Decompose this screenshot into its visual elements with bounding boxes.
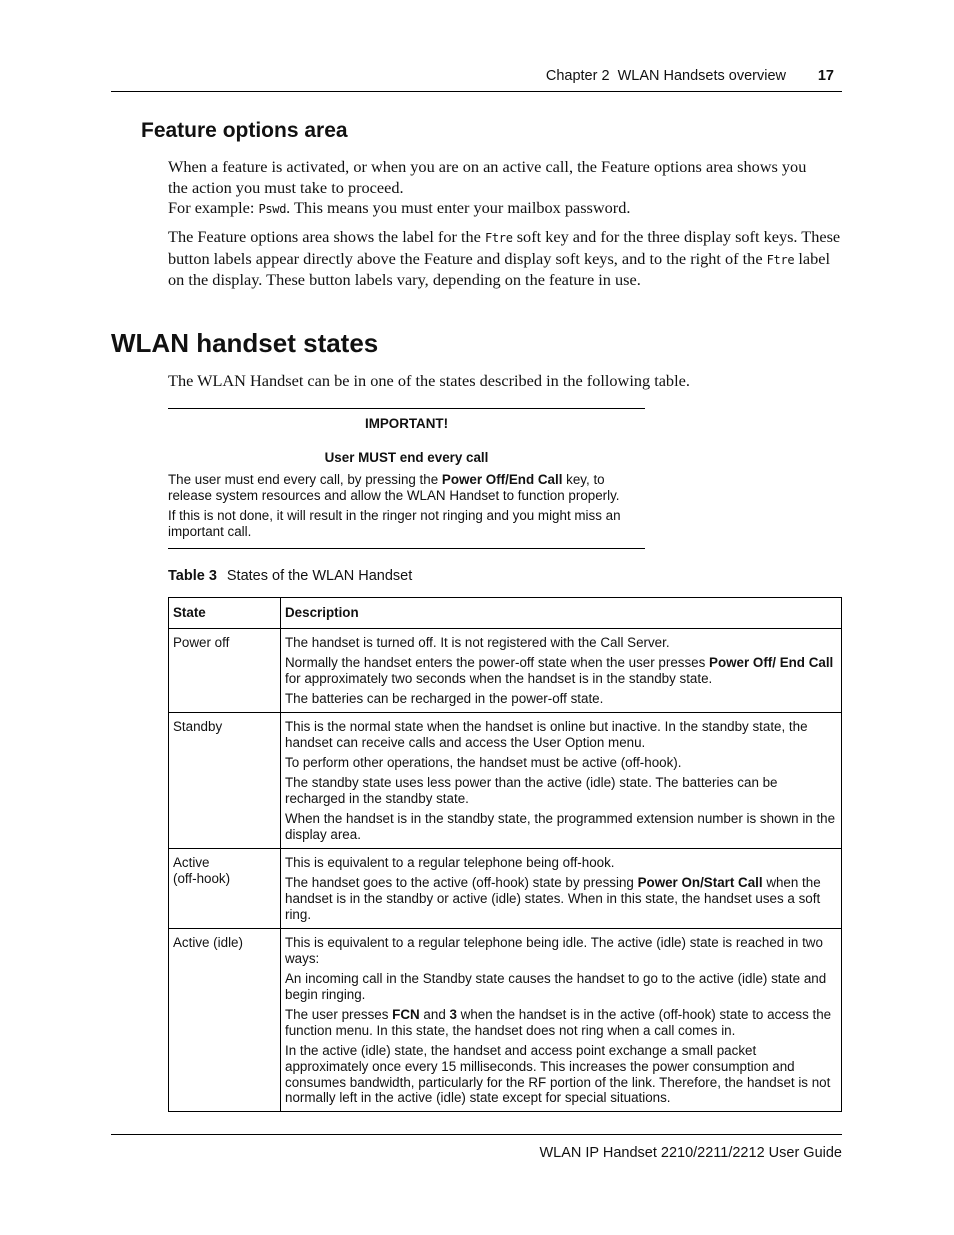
caption-text: States of the WLAN Handset	[226, 568, 413, 584]
description-cell	[281, 928, 842, 1111]
important-notice	[168, 408, 645, 549]
key-name: Power On/Start Call	[637, 875, 763, 891]
column-header-state: State	[169, 598, 281, 629]
state-cell: Power off	[169, 628, 281, 712]
description-paragraph: The batteries can be recharged in the power-off state.	[285, 691, 604, 707]
page-number: 17	[817, 68, 834, 84]
text: when the handset is in the standby or active (idle) states. When in this state, the handset uses a soft ring.	[285, 875, 821, 922]
state-line: (off-hook)	[173, 870, 231, 886]
feature-paragraph-1	[168, 157, 848, 220]
description-paragraph: This is equivalent to a regular telephone being off-hook.	[285, 855, 615, 871]
state-cell: Active (idle)	[169, 928, 281, 1111]
text: key, to release system resources and allow the WLAN Handset to function properly.	[168, 472, 620, 503]
text: The user must end every call, by pressing the	[168, 472, 442, 487]
table-row	[169, 712, 842, 848]
description-paragraph: To perform other operations, the handset must be active (off-hook).	[285, 755, 682, 771]
page-footer	[111, 1134, 842, 1161]
notice-subtitle: User MUST end every call	[324, 450, 489, 465]
text: When a feature is activated, or when you are on an active call, the Feature options area shows you	[168, 157, 807, 176]
key-name: FCN	[392, 1006, 420, 1022]
key-name: 3	[449, 1006, 457, 1022]
state-cell	[169, 849, 281, 929]
description-cell	[281, 712, 842, 848]
table-row	[169, 849, 842, 929]
description-paragraph	[285, 655, 837, 687]
description-paragraph: In the active (idle) state, the handset and access point exchange a small packet approximately once every 15 milliseconds. This increases the power consumption and consumes bandwidth, particularly for the RF portion of the link. Therefore, the handset is not normally left in the active (idle) state except for special situations.	[285, 1043, 831, 1106]
text: The handset goes to the active (off-hook) state by pressing	[285, 875, 638, 891]
text: when the handset is in the active (off-hook) state to access the function menu. In this state, the handset does not ring when a call comes in.	[285, 1006, 832, 1038]
description-paragraph: When the handset is in the standby state, the programmed extension number is shown in the display area.	[285, 811, 836, 843]
feature-paragraph-2	[168, 227, 848, 291]
table-header-row	[169, 598, 842, 629]
text: For example:	[168, 198, 259, 217]
description-paragraph: The handset is turned off. It is not registered with the Call Server.	[285, 634, 670, 650]
caption-label: Table 3	[168, 568, 217, 584]
description-paragraph: This is equivalent to a regular telephone being idle. The active (idle) state is reached in two ways:	[285, 934, 823, 966]
text: and	[419, 1006, 450, 1022]
notice-paragraph	[168, 472, 645, 504]
notice-body	[168, 472, 645, 544]
states-intro: The WLAN Handset can be in one of the states described in the following table.	[168, 371, 690, 390]
key-name: Power Off/End Call	[441, 472, 563, 487]
description-paragraph	[285, 875, 837, 922]
notice-paragraph: If this is not done, it will result in the ringer not ringing and you might miss an important call.	[168, 508, 621, 539]
description-cell	[281, 628, 842, 712]
section-heading-feature-options: Feature options area	[141, 119, 348, 142]
notice-title: IMPORTANT!	[364, 416, 449, 431]
text: The Feature options area shows the label for the	[168, 227, 485, 246]
states-table	[168, 597, 842, 1112]
chapter-title: Chapter 2 WLAN Handsets overview	[545, 68, 786, 84]
description-paragraph	[285, 1007, 837, 1039]
table-row	[169, 628, 842, 712]
display-label-code: Ftre	[484, 231, 513, 245]
description-paragraph: An incoming call in the Standby state causes the handset to go to the active (idle) state and begin ringing.	[285, 970, 827, 1002]
text: the action you must take to proceed.	[168, 177, 404, 197]
display-label-code: Pswd	[258, 202, 287, 216]
state-line: Active	[173, 855, 210, 871]
display-label-code: Ftre	[766, 252, 795, 267]
text: for approximately two seconds when the handset is in the standby state.	[285, 670, 713, 686]
text: label on the display. These button labels vary, depending on the feature in use.	[168, 248, 831, 289]
text: soft key and for the three display soft keys. These button labels appear directly above the Feature and display soft keys, and to the right of the	[168, 227, 845, 268]
table-caption	[168, 568, 412, 584]
text: Normally the handset enters the power-off state when the user presses	[285, 655, 710, 671]
page-header	[111, 67, 842, 92]
description-cell	[281, 849, 842, 929]
column-header-description: Description	[281, 598, 842, 629]
key-name: Power Off/ End Call	[709, 655, 834, 671]
description-paragraph: This is the normal state when the handset is online but inactive. In the standby state, the handset can receive calls and access the User Option menu.	[285, 718, 808, 750]
document-title: WLAN IP Handset 2210/2211/2212 User Guide	[539, 1145, 842, 1161]
table-row	[169, 928, 842, 1111]
state-cell: Standby	[169, 712, 281, 848]
text: The user presses	[285, 1006, 393, 1022]
section-heading-handset-states: WLAN handset states	[111, 328, 379, 358]
text: . This means you must enter your mailbox password.	[286, 198, 631, 217]
description-paragraph: The standby state uses less power than the active (idle) state. The batteries can be recharged in the standby state.	[285, 775, 778, 807]
